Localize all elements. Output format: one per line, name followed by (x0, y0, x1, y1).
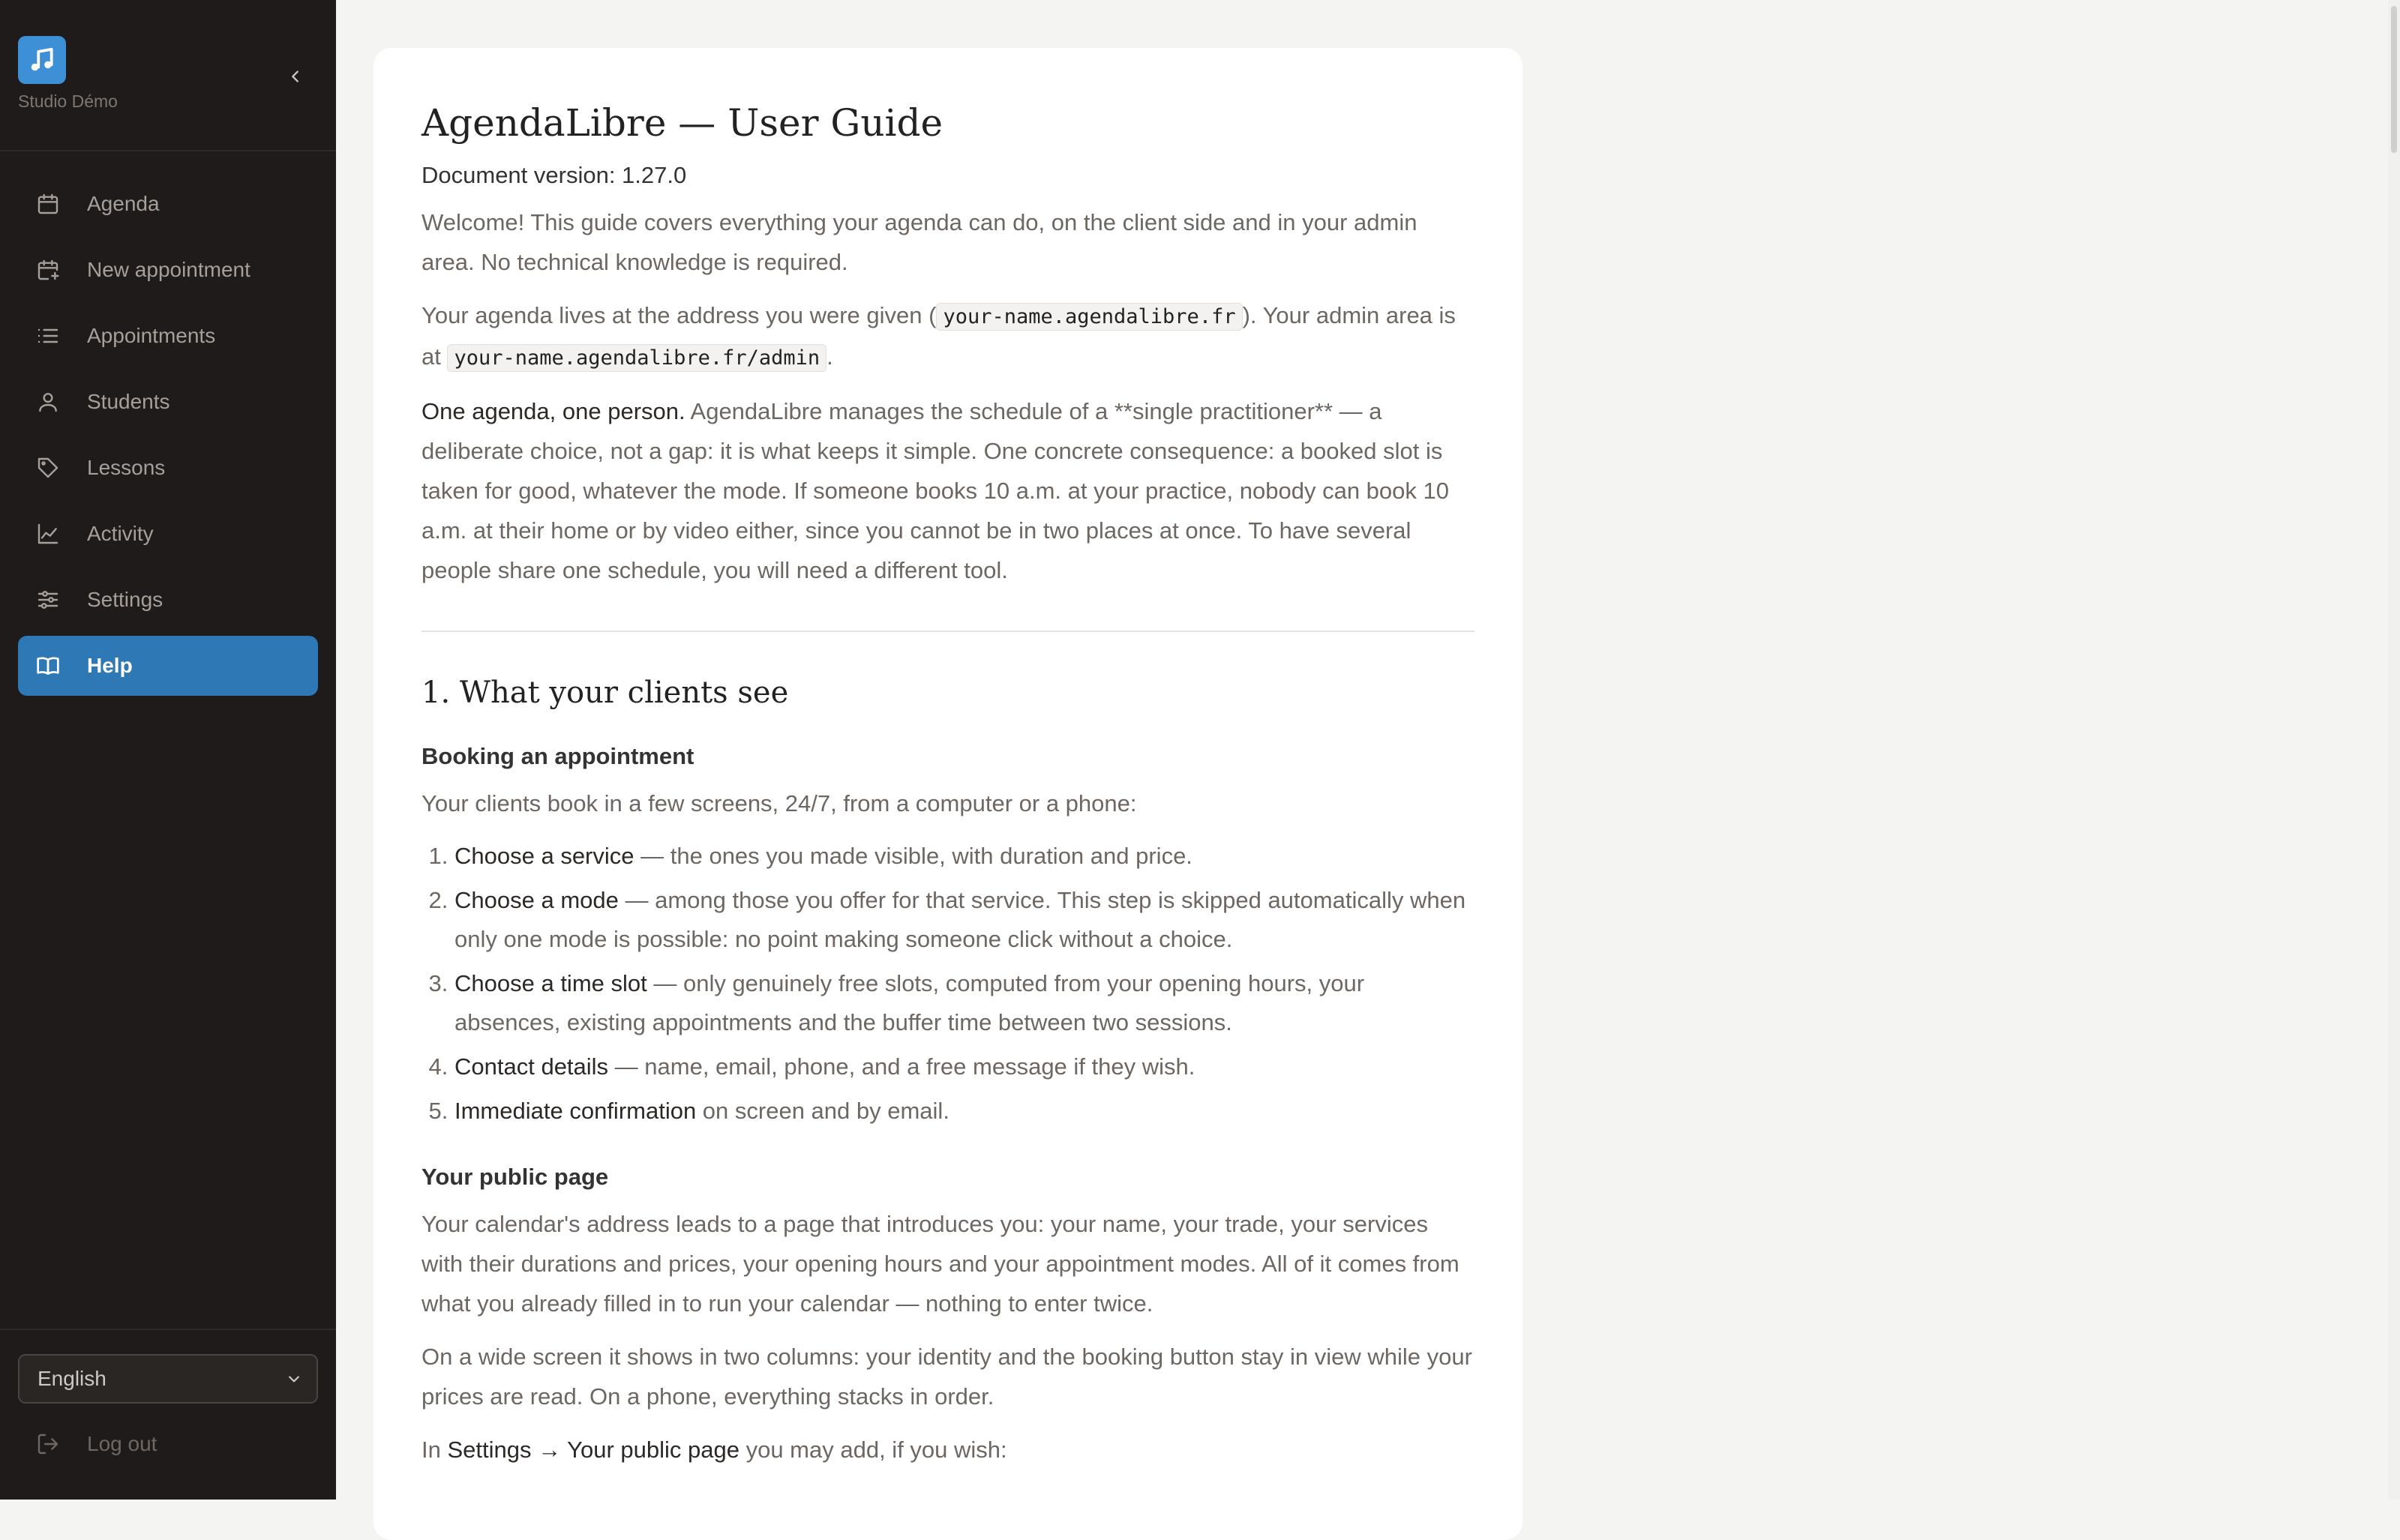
subsection-heading: Booking an appointment (422, 743, 694, 769)
sidebar-item-new-appointment[interactable] (18, 240, 318, 300)
section-divider (422, 631, 1474, 632)
list-item: 4. Contact details — name, email, phone, and a free message if they wish. (454, 1047, 1474, 1086)
tag-icon (36, 454, 63, 481)
chevron-left-icon (287, 68, 304, 85)
list-icon (36, 322, 63, 349)
sidebar-item-label: New appointment (87, 258, 250, 281)
list-item: 2. Choose a mode — among those you offer for that service. This step is skipped automatically when only one mode is possible: no point making someone click without a choice. (454, 881, 1474, 959)
agenda-address: your-name.agendalibre.fr (936, 303, 1242, 331)
sidebar (0, 0, 336, 1500)
calendar-icon (36, 190, 63, 217)
book-open-icon (36, 652, 63, 679)
music-note-icon (18, 36, 66, 84)
address-paragraph: Your agenda lives at the address you were given ( your-name.agendalibre.fr ). Your admin area is at your-name.agendalibre.fr/admin . (422, 295, 1474, 378)
user-icon (36, 388, 63, 415)
booking-steps (422, 837, 1474, 1131)
sidebar-item-appointments[interactable] (18, 306, 318, 366)
sidebar-item-agenda[interactable] (18, 174, 318, 234)
public-page-paragraph: On a wide screen it shows in two columns: your identity and the booking button stay in view while your prices are read. On a phone, everything stacks in order. (422, 1344, 1472, 1410)
help-document (374, 48, 1522, 1540)
logout-button[interactable] (36, 1431, 157, 1458)
subsection-heading: Your public page (422, 1164, 609, 1190)
sidebar-item-help[interactable] (18, 636, 318, 696)
chevron-down-icon (286, 1371, 302, 1386)
public-page-paragraph: In Settings → Your public page you may add, if you wish: (422, 1437, 1007, 1463)
page-title: AgendaLibre — User Guide (422, 101, 944, 145)
sidebar-item-settings[interactable] (18, 570, 318, 630)
language-select[interactable] (18, 1354, 318, 1404)
one-agenda-paragraph: One agenda, one person. AgendaLibre manages the schedule of a **single practitioner** — a deliberate choice, not a gap: it is what keeps it simple. One concrete consequence: a booked slot is taken for good, whatever the mode. If someone books 10 a.m. at your practice, nobody can book 10 a.m. at their home or by video either, since you cannot be in two places at once. To have several people share one schedule, you will need a different tool. (422, 398, 1449, 583)
section-heading: 1. What your clients see (422, 676, 789, 710)
sidebar-item-label: Help (87, 654, 133, 677)
logout-icon (36, 1431, 63, 1458)
public-page-paragraph: Your calendar's address leads to a page that introduces you: your name, your trade, your services with their durations and prices, your opening hours and your appointment modes. All of it comes from what you already filled in to run your calendar — nothing to enter twice. (422, 1211, 1460, 1317)
booking-intro: Your clients book in a few screens, 24/7, from a computer or a phone: (422, 790, 1137, 816)
scrollbar-thumb[interactable] (2391, 6, 2397, 153)
chart-line-icon (36, 520, 63, 547)
list-item: 3. Choose a time slot — only genuinely free slots, computed from your opening hours, your absences, existing appointments and the buffer time between two sessions. (454, 964, 1474, 1042)
logout-label: Log out (87, 1432, 158, 1455)
sidebar-item-label: Settings (87, 588, 164, 611)
brand-name: Studio Démo (18, 91, 118, 111)
intro-paragraph: Welcome! This guide covers everything your agenda can do, on the client side and in your admin area. No technical knowledge is required. (422, 209, 1418, 275)
sidebar-item-label: Activity (87, 522, 154, 545)
sidebar-item-label: Lessons (87, 456, 166, 479)
calendar-plus-icon (36, 256, 63, 283)
language-select-value: English (38, 1367, 106, 1390)
document-version: Document version: 1.27.0 (422, 162, 687, 188)
list-item: 1. Choose a service — the ones you made visible, with duration and price. (454, 837, 1474, 876)
brand (18, 36, 118, 112)
sidebar-item-students[interactable] (18, 372, 318, 432)
collapse-sidebar-button[interactable] (279, 60, 312, 93)
sidebar-nav (18, 174, 318, 702)
admin-address: your-name.agendalibre.fr/admin (447, 344, 826, 372)
sidebar-item-label: Agenda (87, 192, 160, 215)
sliders-icon (36, 586, 63, 613)
page-scrollbar[interactable] (2388, 0, 2400, 1500)
sidebar-divider (0, 1329, 336, 1330)
sidebar-item-label: Students (87, 390, 170, 413)
sidebar-item-activity[interactable] (18, 504, 318, 564)
list-item: 5. Immediate confirmation on screen and by email. (454, 1092, 1474, 1131)
sidebar-item-lessons[interactable] (18, 438, 318, 498)
sidebar-item-label: Appointments (87, 324, 216, 347)
sidebar-divider (0, 150, 336, 151)
